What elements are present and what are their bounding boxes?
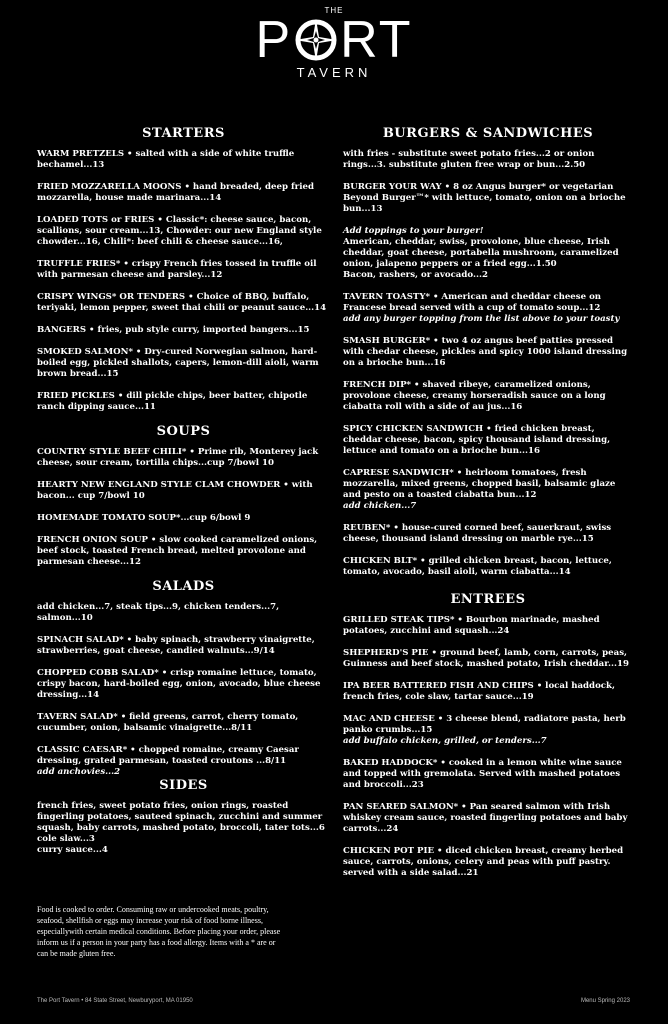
menu-item: SPINACH SALAD* • baby spinach, strawberry vinaigrette, strawberries, goat cheese, candied walnuts...9/14: [37, 635, 315, 656]
toppings-heading: Add toppings to your burger!: [343, 226, 484, 236]
menu-item-note: add any burger topping from the list above to your toasty: [343, 314, 620, 324]
menu-item-note: add buffalo chicken, grilled, or tenders...7: [343, 736, 547, 746]
allergy-notice: Food is cooked to order. Consuming raw or undercooked meats, poultry, seafood, shellfish or eggs may increase your risk of food borne illness, especiallywith certain medical conditions. Before placing your order, please inform us if a person in your party has a food allergy. Items with a * are or can be made gluten free.: [37, 905, 281, 958]
menu-item: CHICKEN POT PIE • diced chicken breast, creamy herbed sauce, carrots, onions, celery and peas with puff pastry. served with a side salad...21: [343, 846, 624, 878]
menu-item: CAPRESE SANDWICH* • heirloom tomatoes, fresh mozzarella, mixed greens, chopped basil, balsamic glaze and pesto on a toasted ciabatta bun...12: [343, 468, 616, 500]
menu-item: FRIED PICKLES • dill pickle chips, beer batter, chipotle ranch dipping sauce...11: [37, 391, 308, 412]
logo-port-rt: RT: [340, 11, 413, 69]
salads-heading: SALADS: [152, 579, 215, 594]
menu-item: HOMEMADE TOMATO SOUP*...cup 6/bowl 9: [37, 513, 251, 523]
logo-port-p: P: [255, 11, 293, 69]
menu-item: BURGER YOUR WAY • 8 oz Angus burger* or vegetarian Beyond Burger™* with lettuce, tomato, onion on a brioche bun...13: [343, 182, 626, 214]
menu-item: SPICY CHICKEN SANDWICH • fried chicken breast, cheddar cheese, bacon, spicy thousand island dressing, lettuce and tomato on a brioche bun...16: [343, 424, 611, 456]
toasty-block: [343, 292, 633, 325]
menu-item: SMASH BURGER* • two 4 oz angus beef patties pressed with chedar cheese, pickles and spicy 1000 island dressing on a brioche bun...16: [343, 336, 628, 368]
soups-heading: SOUPS: [156, 424, 211, 439]
sides-coleslaw: cole slaw...3: [37, 834, 95, 844]
menu-item: SMOKED SALMON* • Dry-cured Norwegian salmon, hard-boiled egg, pickled shallots, capers, lemon-dill aioli, warm brown bread...15: [37, 347, 319, 379]
menu-item: SHEPHERD'S PIE • ground beef, lamb, corn, carrots, peas, Guinness and beef stock, mashed potato, Irish cheddar...19: [343, 648, 629, 669]
menu-item: WARM PRETZELS • salted with a side of white truffle bechamel...13: [37, 149, 295, 170]
menu-item: FRIED MOZZARELLA MOONS • hand breaded, deep fried mozzarella, house made marinara...14: [37, 182, 314, 203]
caprese-block: [343, 468, 633, 512]
toppings-text: American, cheddar, swiss, provolone, blue cheese, Irish cheddar, goat cheese, portabella mushroom, caramelized onion, jalapeno peppers or a fried egg...1.50: [343, 237, 619, 269]
toppings-block: [343, 226, 633, 281]
menu-item: BAKED HADDOCK* • cooked in a lemon white wine sauce and topped with gremolata. Served with mashed potatoes and broccoli...23: [343, 758, 622, 790]
menu-item: TRUFFLE FRIES* • crispy French fries tossed in truffle oil with parmesan cheese and parsley...12: [37, 259, 317, 280]
menu-item: GRILLED STEAK TIPS* • Bourbon marinade, mashed potatoes, zucchini and squash...24: [343, 615, 600, 636]
starters-heading: STARTERS: [142, 126, 225, 141]
menu-item: MAC AND CHEESE • 3 cheese blend, radiatore pasta, herb panko crumbs...15: [343, 714, 626, 735]
sides-curry: curry sauce...4: [37, 845, 108, 855]
left-column: [37, 120, 330, 867]
burgers-intro: with fries - substitute sweet potato fries...2 or onion rings...3. substitute gluten free wrap or bun...2.50: [343, 149, 595, 170]
menu-item: FRENCH DIP* • shaved ribeye, caramelized onions, provolone cheese, creamy horseradish sauce on a long ciabatta roll with a side of au jus...16: [343, 380, 606, 412]
menu-item-note: add anchovies...2: [37, 767, 121, 777]
footer-address: The Port Tavern • 84 State Street, Newburyport, MA 01950: [37, 998, 193, 1004]
burgers-heading: BURGERS & SANDWICHES: [382, 126, 594, 141]
sides-heading: SIDES: [159, 778, 208, 793]
menu-item: FRENCH ONION SOUP • slow cooked caramelized onions, beef stock, toasted French bread, melted provolone and parmesan cheese...12: [37, 535, 318, 567]
menu-item: CLASSIC CAESAR* • chopped romaine, creamy Caesar dressing, grated parmesan, toasted croutons ...8/11: [37, 745, 299, 766]
compass-icon: [293, 17, 339, 63]
menu-item: add chicken...7, steak tips...9, chicken tenders...7, salmon...10: [37, 602, 280, 623]
sides-list: french fries, sweet potato fries, onion rings, roasted fingerling potatoes, sauteed spinach, zucchini and summer squash, baby carrots, mashed potato, broccoli, tater tots...6: [37, 801, 325, 833]
menu-item: COUNTRY STYLE BEEF CHILI* • Prime rib, Monterey jack cheese, sour cream, tortilla chips...cup 7/bowl 10: [37, 447, 319, 468]
toppings-bacon: Bacon, rashers, or avocado...2: [343, 270, 488, 280]
menu-item: REUBEN* • house-cured corned beef, sauerkraut, swiss cheese, thousand island dressing on marble rye...15: [343, 523, 612, 544]
mac-block: [343, 714, 633, 747]
logo-port: [255, 11, 413, 69]
menu-item: CHOPPED COBB SALAD* • crisp romaine lettuce, tomato, crispy bacon, hard-boiled egg, onion, avocado, blue cheese dressing...14: [37, 668, 321, 700]
menu-item: TAVERN TOASTY* • American and cheddar cheese on Francese bread served with a cup of tomato soup...12: [343, 292, 602, 313]
entrees-heading: ENTREES: [450, 592, 526, 607]
menu-item: CRISPY WINGS* OR TENDERS • Choice of BBQ, buffalo, teriyaki, lemon pepper, sweet thai chili or peanut sauce...14: [37, 292, 327, 313]
right-column: [343, 120, 633, 890]
menu-item-note: add chicken...7: [343, 501, 417, 511]
logo-tavern: TAVERN: [296, 65, 372, 80]
menu-item: CHICKEN BLT* • grilled chicken breast, bacon, lettuce, tomato, avocado, basil aioli, warm ciabatta...14: [343, 556, 612, 577]
menu-item: PAN SEARED SALMON* • Pan seared salmon with Irish whiskey cream sauce, roasted fingerling potatoes and baby carrots...24: [343, 802, 628, 834]
menu-item: HEARTY NEW ENGLAND STYLE CLAM CHOWDER • with bacon... cup 7/bowl 10: [37, 480, 313, 501]
footer-season: Menu Spring 2023: [580, 998, 630, 1004]
menu-item: BANGERS • fries, pub style curry, imported bangers...15: [37, 325, 310, 335]
logo: [0, 6, 668, 106]
logo-the: THE: [324, 6, 344, 15]
menu-item: IPA BEER BATTERED FISH AND CHIPS • local haddock, french fries, cole slaw, tartar sauce...19: [343, 681, 615, 702]
menu-item: TAVERN SALAD* • field greens, carrot, cherry tomato, cucumber, onion, balsamic vinaigrette...8/11: [37, 712, 299, 733]
menu-item: LOADED TOTS or FRIES • Classic*: cheese sauce, bacon, scallions, sour cream...13, Chowder: our new England style chowder...16, Chili*: beef chili & cheese sauce...16,: [37, 215, 322, 247]
